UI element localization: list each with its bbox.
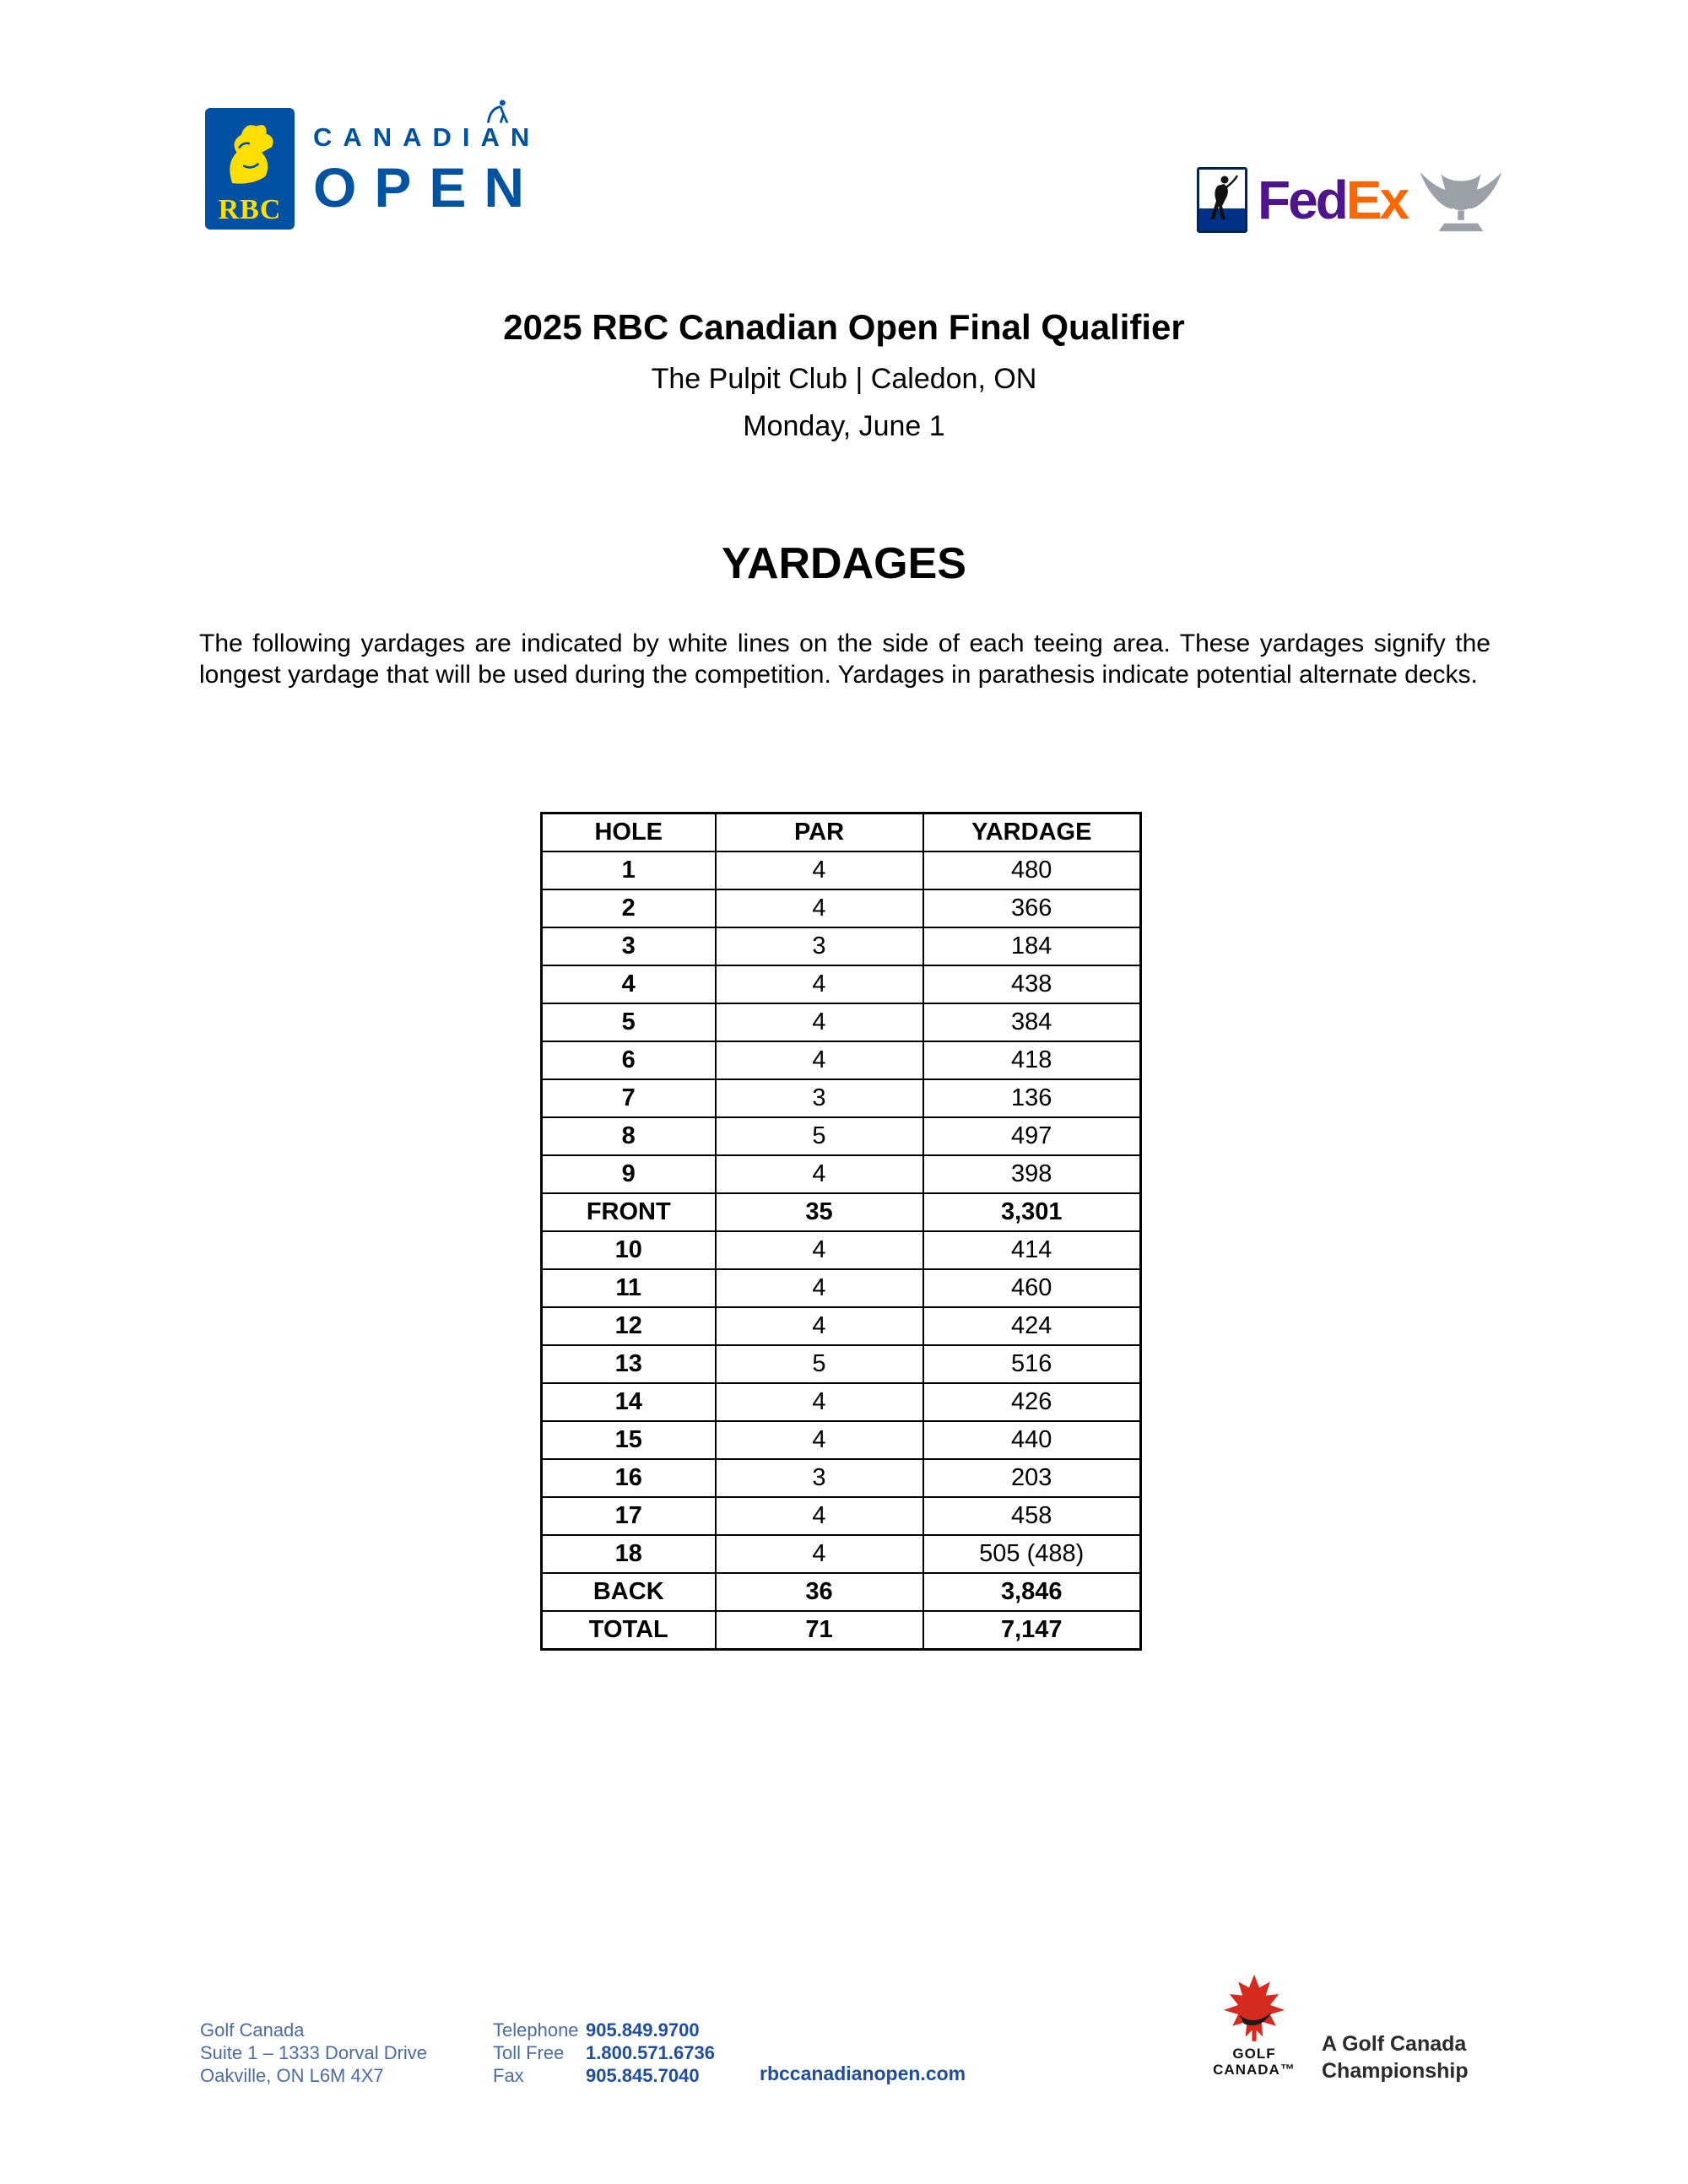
par-cell: 4 [716,1535,923,1573]
table-row [542,1345,1141,1383]
hole-cell: 11 [542,1269,716,1307]
yardage-cell: 398 [923,1155,1141,1193]
par-cell: 4 [716,851,923,889]
hole-cell: 7 [542,1079,716,1117]
hole-cell: TOTAL [542,1611,716,1650]
table-row [542,1269,1141,1307]
rbc-wordmark [313,122,543,219]
sponsor-logos [1197,159,1505,241]
table-row [542,1497,1141,1535]
yardage-cell: 7,147 [923,1611,1141,1650]
table-row [542,927,1141,965]
hole-cell: 12 [542,1307,716,1345]
par-cell: 4 [716,965,923,1003]
website-link[interactable]: rbccanadianopen.com [760,2062,966,2084]
par-cell: 5 [716,1345,923,1383]
hole-cell: 18 [542,1535,716,1573]
hole-cell: 9 [542,1155,716,1193]
rbc-canadian-open-logo [205,108,542,230]
pga-tour-logo-icon [1197,167,1247,233]
maple-leaf-icon [1215,1973,1294,2046]
par-cell: 4 [716,889,923,927]
par-cell: 5 [716,1117,923,1155]
hole-cell: 8 [542,1117,716,1155]
yardage-cell: 3,846 [923,1573,1141,1611]
par-cell: 4 [716,1307,923,1345]
table-row [542,1307,1141,1345]
par-cell: 4 [716,1041,923,1079]
contact-row [493,2041,715,2064]
contact-value: 1.800.571.6736 [586,2042,715,2063]
yardage-cell: 136 [923,1079,1141,1117]
hole-cell: 17 [542,1497,716,1535]
par-cell: 36 [716,1573,923,1611]
par-cell: 3 [716,927,923,965]
page-title: 2025 RBC Canadian Open Final Qualifier [503,307,1185,347]
par-cell: 71 [716,1611,923,1650]
hole-cell: 16 [542,1459,716,1497]
rbc-canadian-row [313,122,542,153]
yardages-table [540,812,1142,1651]
rbc-shield-label: RBC [218,194,282,225]
contact-label: Toll Free [493,2042,565,2063]
yardage-cell: 458 [923,1497,1141,1535]
table-row [542,965,1141,1003]
table-row [542,1611,1141,1650]
yardage-cell: 3,301 [923,1193,1141,1231]
table-row [542,1383,1141,1421]
yardage-cell: 424 [923,1307,1141,1345]
fedex-logo [1258,170,1408,230]
address-line-1: Golf Canada [200,2019,305,2041]
yardage-cell: 203 [923,1459,1141,1497]
table-row [542,1079,1141,1117]
column-header-yardage: YARDAGE [923,814,1141,852]
table-row [542,1573,1141,1611]
table-header-row [542,814,1141,852]
yardage-cell: 505 (488) [923,1535,1141,1573]
hole-cell: 14 [542,1383,716,1421]
championship-tagline [1322,2030,1469,2084]
yardage-cell: 384 [923,1003,1141,1041]
contact-row [493,2019,715,2041]
rbc-shield-icon [205,108,295,230]
par-cell: 4 [716,1155,923,1193]
table-row [542,1535,1141,1573]
fedex-fed-text: Fed [1258,170,1346,230]
hole-cell: BACK [542,1573,716,1611]
contact-value: 905.845.7040 [586,2065,700,2086]
hole-cell: 2 [542,889,716,927]
yardage-cell: 414 [923,1231,1141,1269]
hole-cell: 13 [542,1345,716,1383]
hole-cell: 6 [542,1041,716,1079]
table-row [542,889,1141,927]
yardage-cell: 497 [923,1117,1141,1155]
footer-contacts [493,2019,715,2087]
hole-cell: 5 [542,1003,716,1041]
yardage-cell: 516 [923,1345,1141,1383]
yardage-cell: 418 [923,1041,1141,1079]
par-cell: 35 [716,1193,923,1231]
table-row [542,1041,1141,1079]
championship-tagline-line1: A Golf Canada [1322,2032,1467,2056]
rbc-logo-canadian-text: CANADIAN [313,122,541,152]
par-cell: 3 [716,1079,923,1117]
contact-value: 905.849.9700 [586,2019,700,2041]
yardage-cell: 460 [923,1269,1141,1307]
table-row [542,1459,1141,1497]
hole-cell: 3 [542,927,716,965]
rbc-logo-open-text: OPEN [313,156,543,219]
table-row [542,1193,1141,1231]
table-row [542,1117,1141,1155]
table-row [542,851,1141,889]
contact-label: Fax [493,2065,524,2086]
address-line-3: Oakville, ON L6M 4X7 [200,2065,384,2086]
table-row [542,1421,1141,1459]
par-cell: 3 [716,1459,923,1497]
hole-cell: 4 [542,965,716,1003]
golfer-icon [485,97,514,126]
yardage-cell: 184 [923,927,1141,965]
yardage-cell: 440 [923,1421,1141,1459]
column-header-par: PAR [716,814,923,852]
rbc-lion-icon [217,113,283,194]
par-cell: 4 [716,1497,923,1535]
column-header-hole: HOLE [542,814,716,852]
hole-cell: 1 [542,851,716,889]
championship-tagline-line2: Championship [1322,2059,1469,2083]
address-line-2: Suite 1 – 1333 Dorval Drive [200,2042,428,2063]
yardage-cell: 426 [923,1383,1141,1421]
date-line: Monday, June 1 [743,410,945,442]
hole-cell: 10 [542,1231,716,1269]
fedexcup-trophy-icon [1417,165,1505,241]
table-row [542,1155,1141,1193]
par-cell: 4 [716,1003,923,1041]
footer-address [200,2019,427,2087]
par-cell: 4 [716,1269,923,1307]
yardages-description: The following yardages are indicated by white lines on the side of each teeing area. These yardages signify the longest yardage that will be used during the competition. Yardages in parathesis indicate potential alternate decks. [199,630,1491,689]
par-cell: 4 [716,1421,923,1459]
golf-canada-logo-text-line1: GOLF [1232,2046,1276,2062]
venue-line: The Pulpit Club | Caledon, ON [651,363,1037,395]
fedex-ex-text: Ex [1345,170,1408,230]
golf-canada-logo-text-line2: CANADA™ [1213,2062,1296,2078]
table-row [542,1003,1141,1041]
hole-cell: 15 [542,1421,716,1459]
contact-row [493,2064,715,2087]
yardage-cell: 480 [923,851,1141,889]
golf-canada-logo [1205,1973,1303,2078]
hole-cell: FRONT [542,1193,716,1231]
contact-label: Telephone [493,2019,579,2041]
par-cell: 4 [716,1383,923,1421]
yardage-cell: 438 [923,965,1141,1003]
yardages-heading: YARDAGES [722,539,966,588]
yardage-cell: 366 [923,889,1141,927]
par-cell: 4 [716,1231,923,1269]
table-row [542,1231,1141,1269]
pga-golfer-icon [1206,174,1238,221]
